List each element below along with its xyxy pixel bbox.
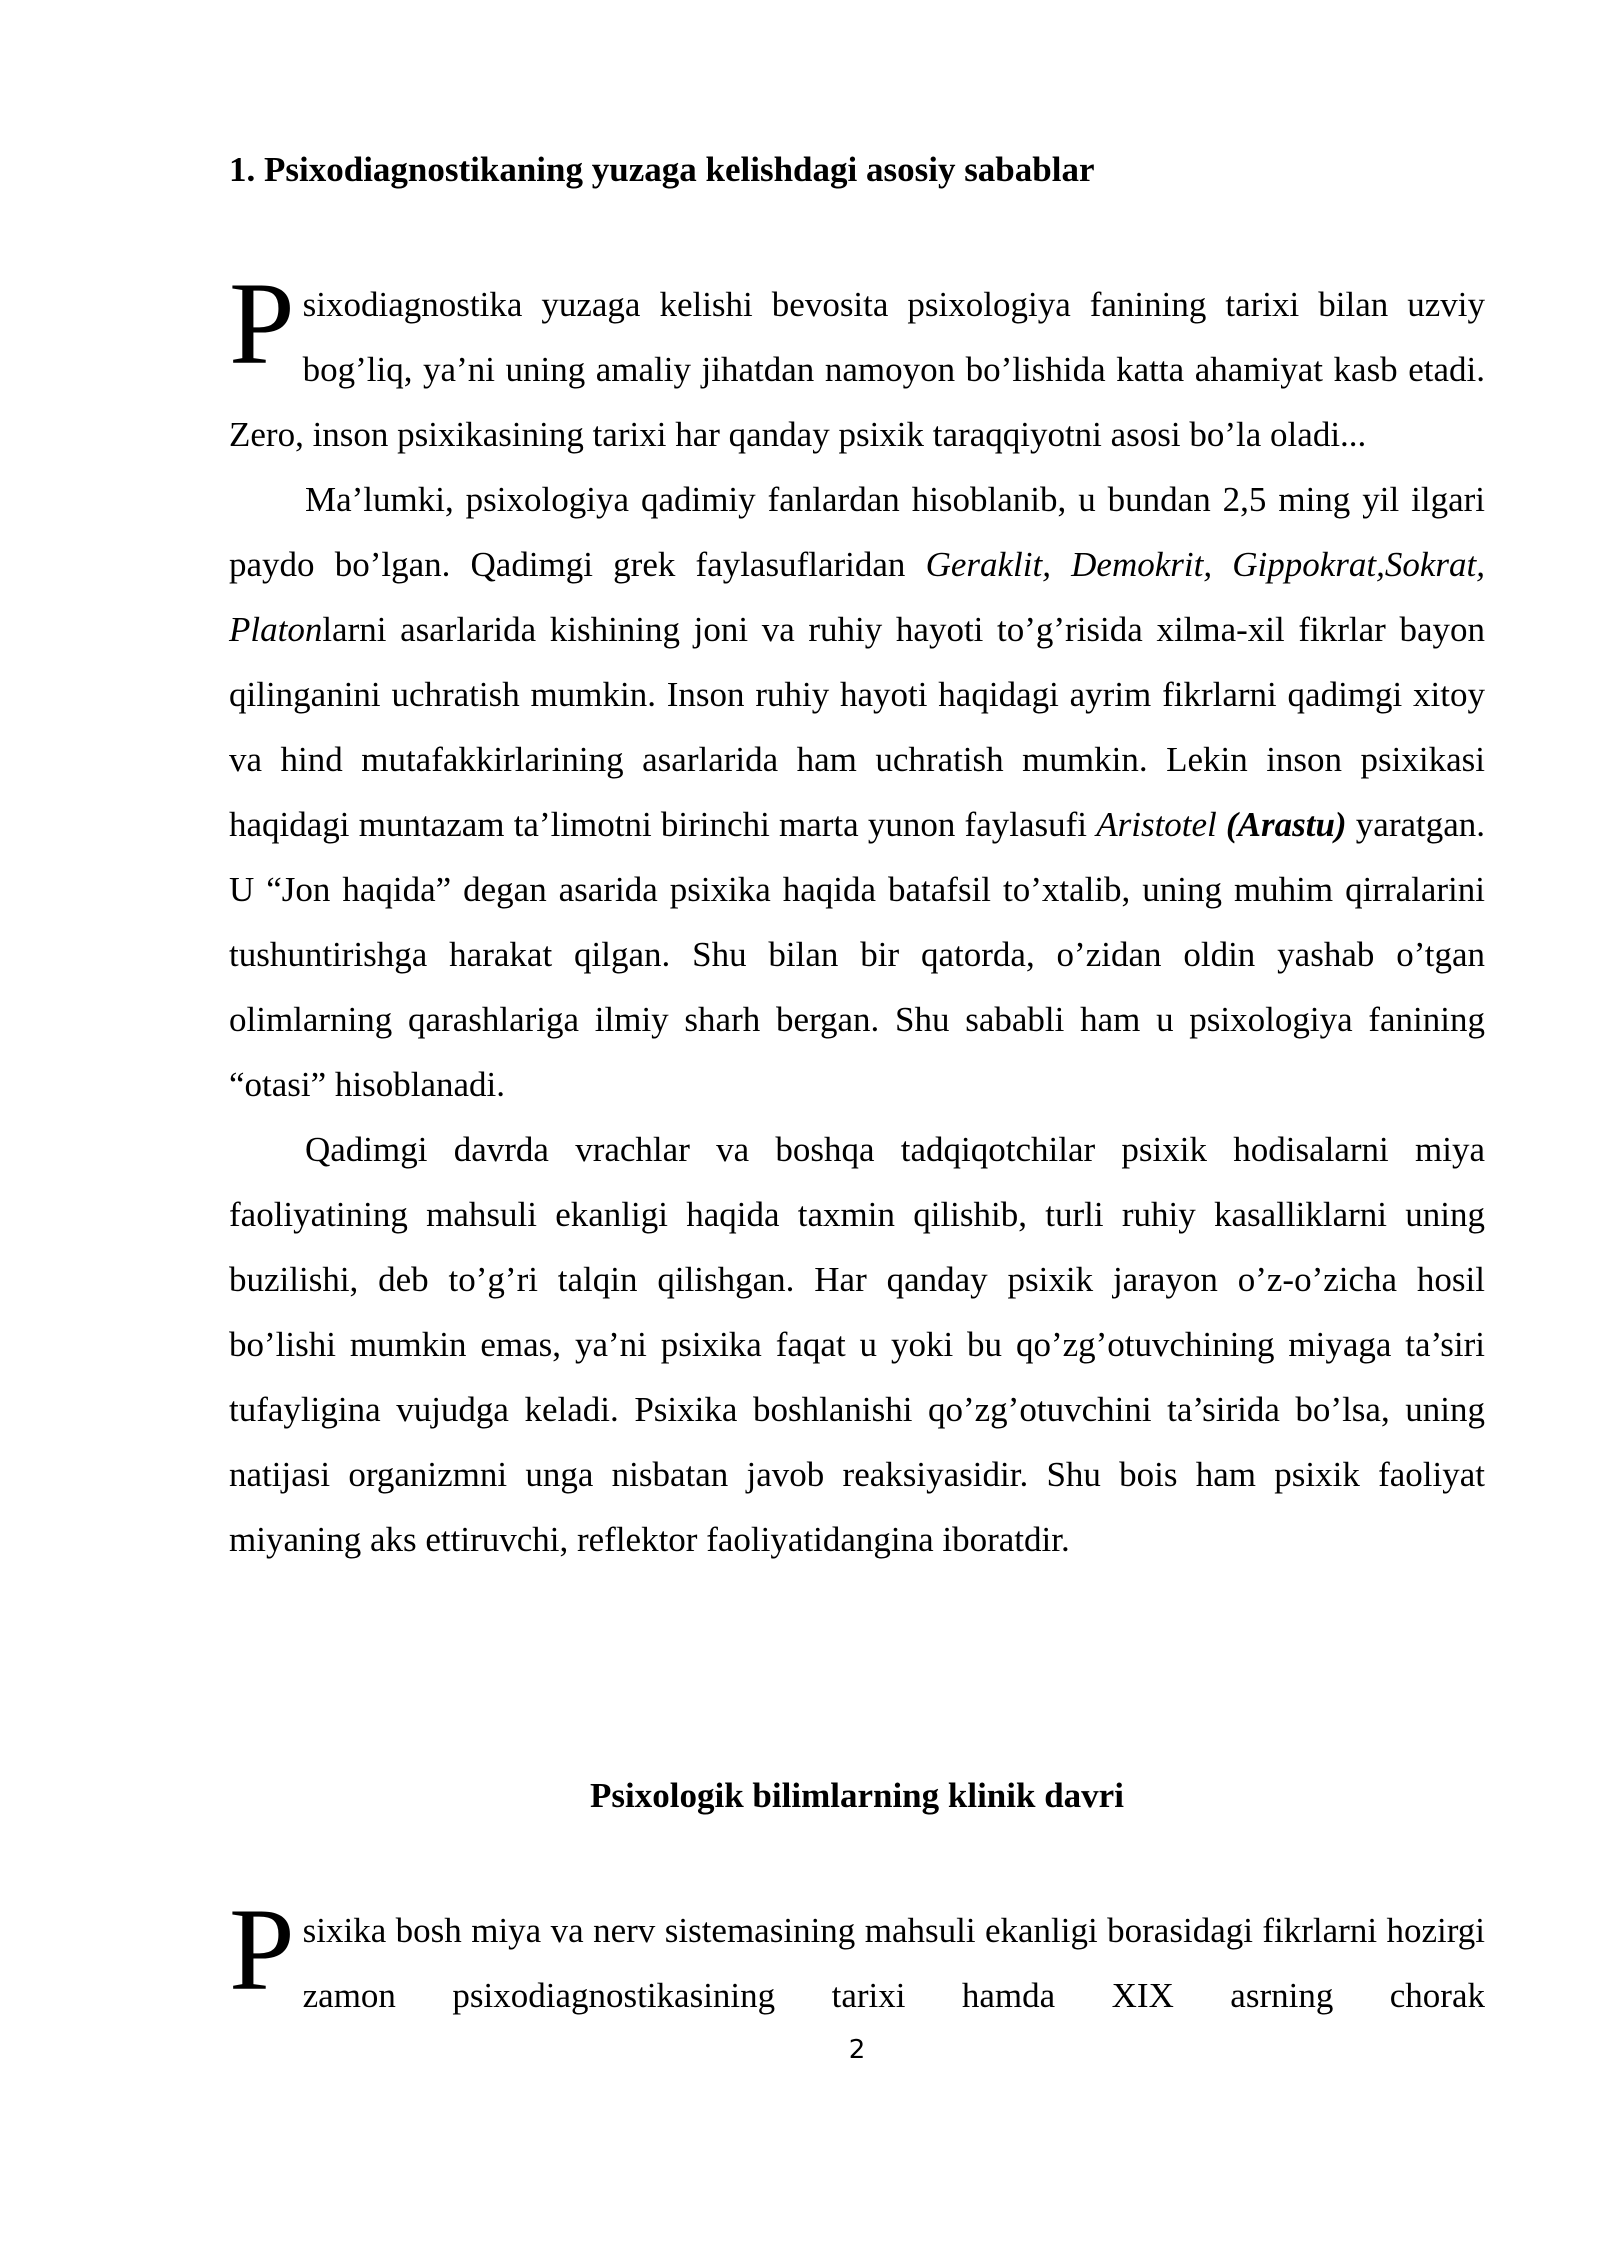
section2-body [229, 1884, 1485, 2028]
paragraph-clinical-text: sixika bosh miya va nerv sistemasining mahsuli ekanligi borasidagi fikrlarni hozirgi zamon psixodiagnostikasining tarixi hamda XIX asrning chorak [302, 1911, 1485, 2015]
aristotel-name: Aristotel [1096, 805, 1226, 844]
paragraph-history-part2: larni asarlarida kishining joni va ruhiy hayoti to’g’risida xilma-xil fikrlar bayon qilinganini uchratish mumkin. Inson ruhiy hayoti haqidagi ayrim fikrlarni qadimgi xitoy va hind mutafakkirlarining asarlarida ham uchratish mumkin. Lekin inson psixikasi haqidagi muntazam ta’limotni birinchi marta yunon faylasufi [229, 610, 1485, 844]
philosophers-names: Geraklit, Demokrit, Gippokrat,Sokrat, Platon [229, 545, 1485, 649]
arastu-name: (Arastu) [1225, 805, 1347, 844]
paragraph-history [229, 467, 1485, 1117]
drop-cap: P [229, 258, 295, 389]
paragraph-intro-text: sixodiagnostika yuzaga kelishi bevosita psixologiya fanining tarixi bilan uzviy bog’liq, ya’ni uning amaliy jihatdan namoyon bo’lishida katta ahamiyat kasb etadi. Zero, inson psixikasining tarixi har qanday psixik taraqqiyotni asosi bo’la oladi... [229, 285, 1485, 454]
drop-cap: P [229, 1884, 295, 2015]
section-heading: 1. Psixodiagnostikaning yuzaga kelishdagi asosiy sabablar [229, 150, 1095, 189]
paragraph-ancient-doctors: Qadimgi davrda vrachlar va boshqa tadqiqotchilar psixik hodisalarni miya faoliyatining mahsuli ekanligi haqida taxmin qilishib, turli ruhiy kasalliklarni uning buzilishi, deb to’g’ri talqin qilishgan. Har qanday psixik jarayon o’z-o’zicha hosil bo’lishi mumkin emas, ya’ni psixika faqat u yoki bu qo’zg’otuvchining miyaga ta’siri tufayligina vujudga keladi. Psixika boshlanishi qo’zg’otuvchini ta’sirida bo’lsa, uning natijasi organizmni unga nisbatan javob reaksiyasidir. Shu bois ham psixik faoliyat miyaning aks ettiruvchi, reflektor faoliyatidangina iboratdir. [229, 1130, 1485, 1559]
subheading: Psixologik bilimlarning klinik davri [590, 1776, 1124, 1815]
paragraph-history-part1: Ma’lumki, psixologiya qadimiy fanlardan hisoblanib, u bundan 2,5 ming yil ilgari paydo bo’lgan. Qadimgi grek faylasuflaridan [229, 480, 1485, 584]
paragraph-clinical [229, 1884, 1485, 2028]
paragraph-intro [229, 258, 1485, 467]
page-number: 2 [848, 2035, 866, 2065]
section-body [229, 258, 1486, 1572]
paragraph-history-part3: yaratgan. U “Jon haqida” degan asarida psixika haqida batafsil to’xtalib, uning muhim qirralarini tushuntirishga harakat qilgan. Shu bilan bir qatorda, o’zidan oldin yashab o’tgan olimlarning qarashlariga ilmiy sharh bergan. Shu sababli ham u psixologiya fanining “otasi” hisoblanadi. [229, 805, 1486, 1104]
